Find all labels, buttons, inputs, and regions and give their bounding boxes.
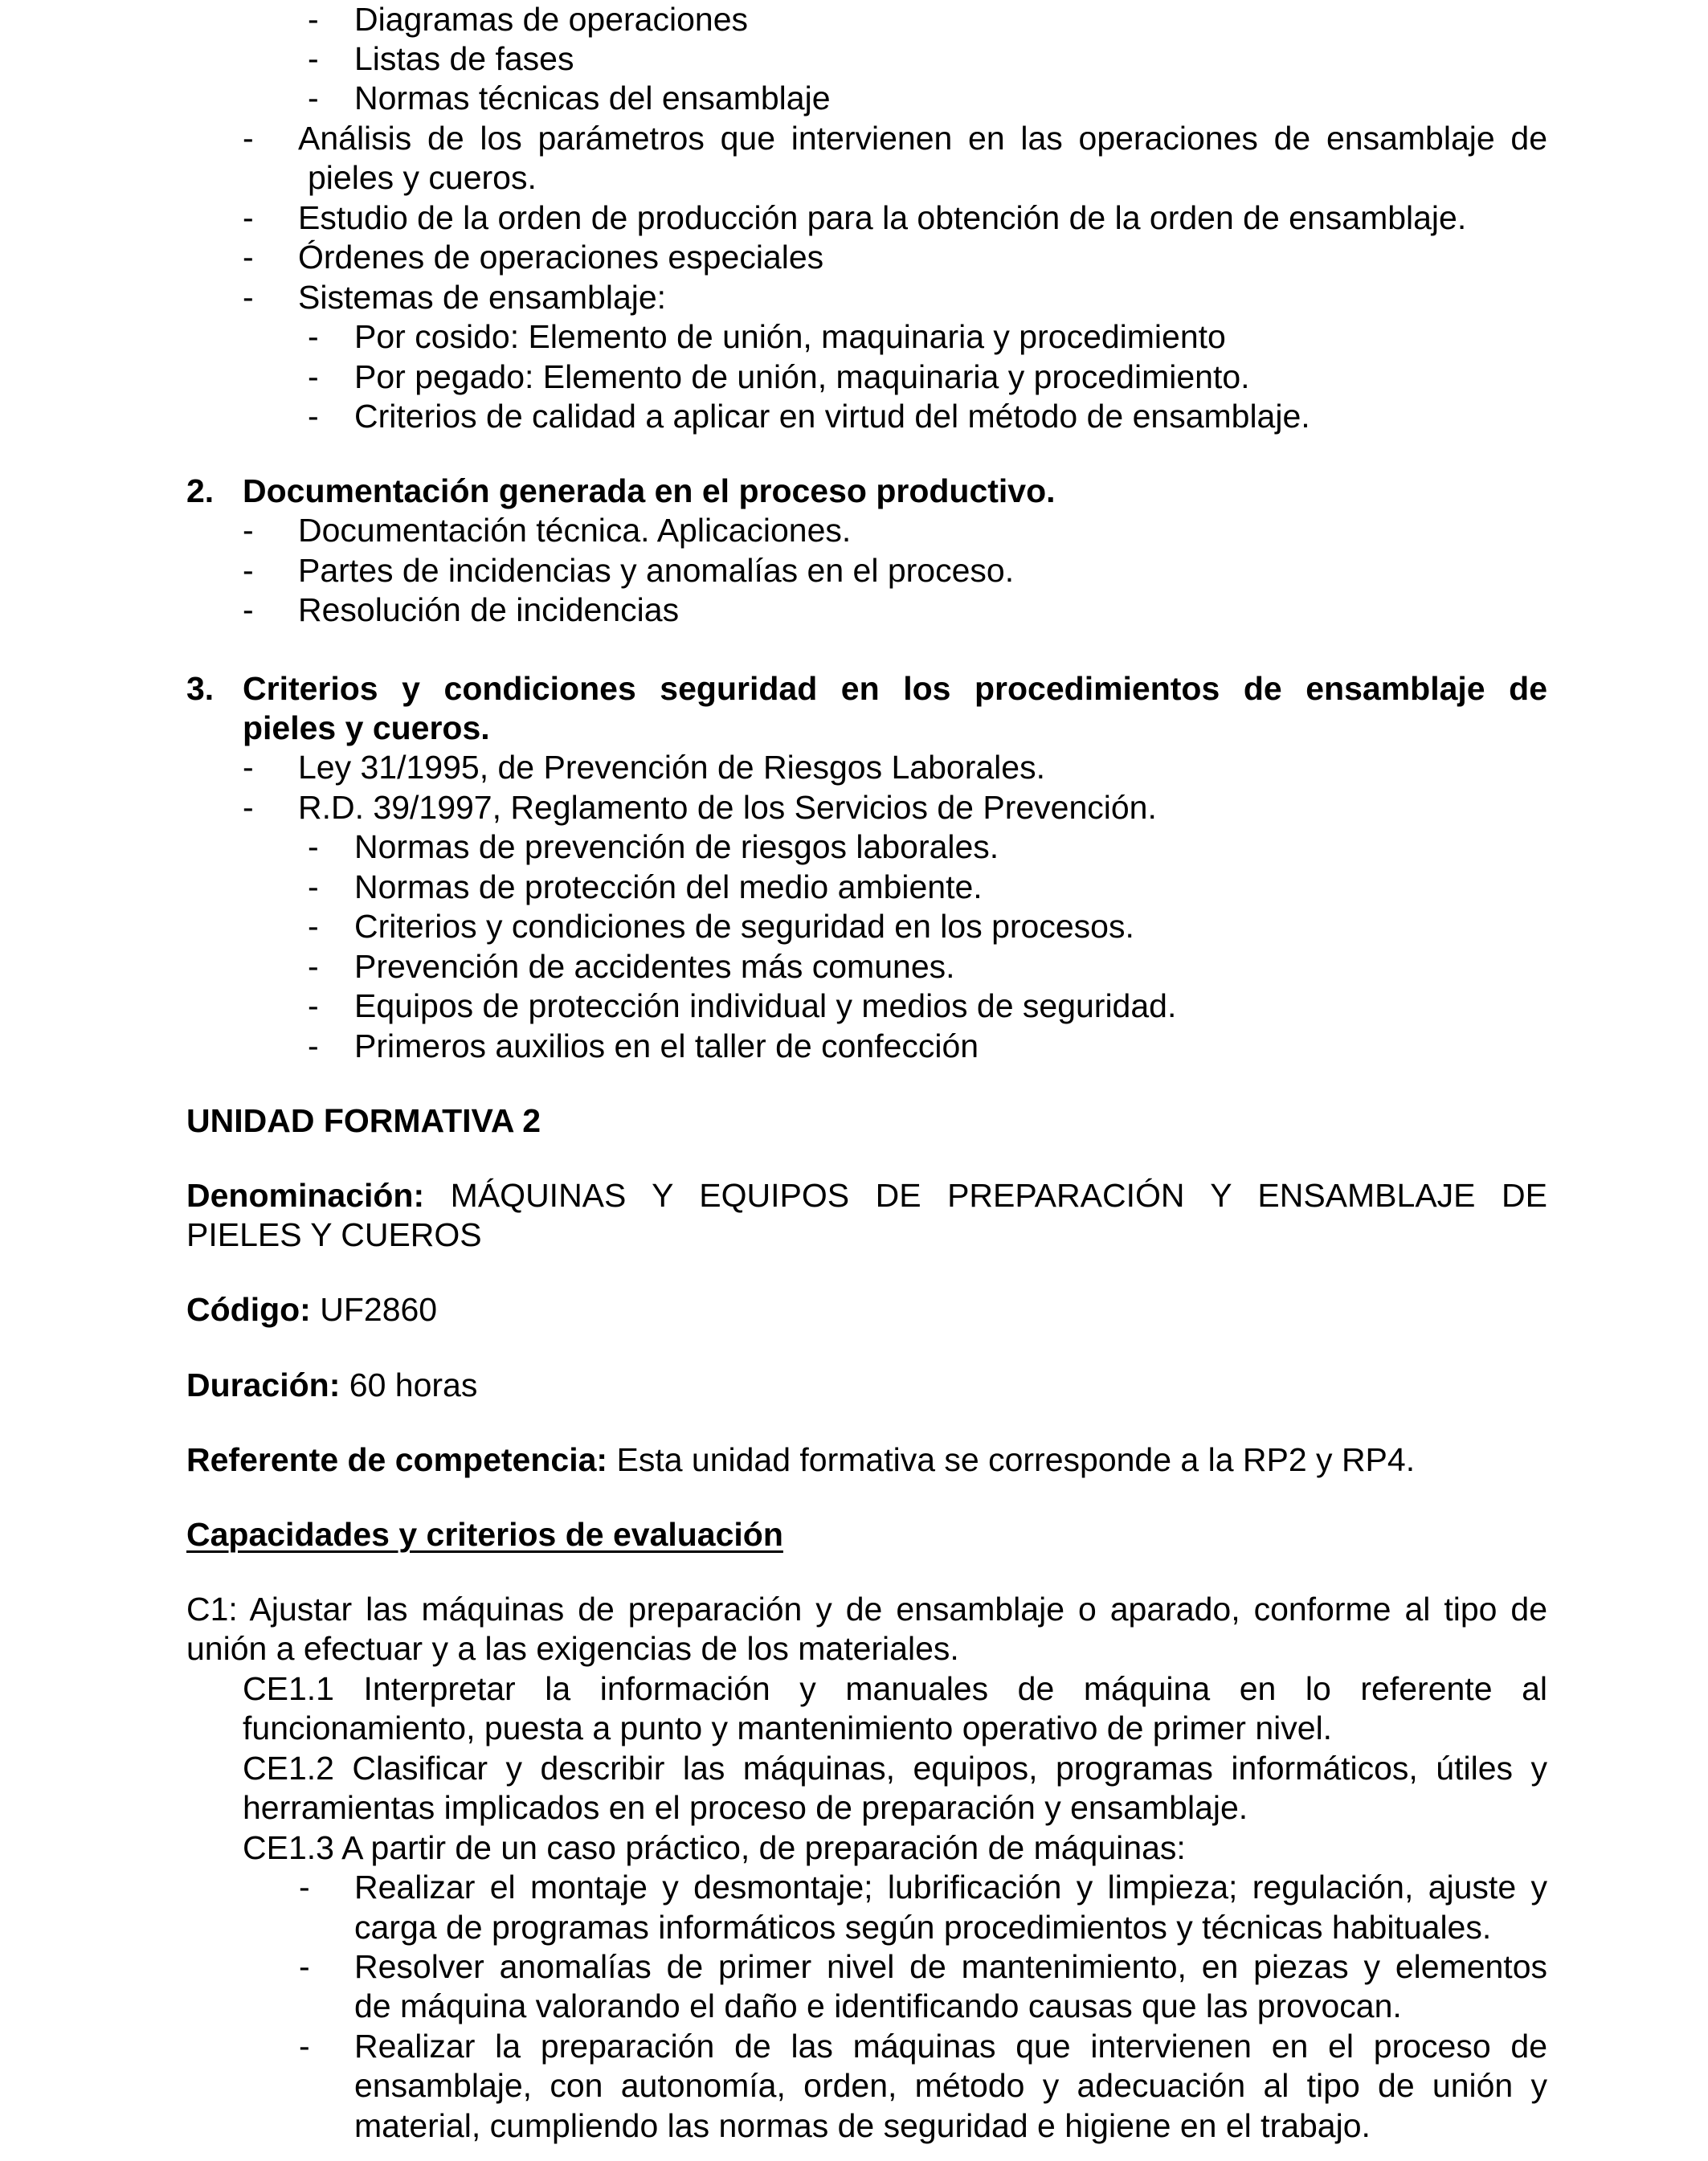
list-dash: - [243, 789, 254, 826]
list-dash: - [308, 828, 319, 865]
duracion-value: 60 horas [349, 1366, 478, 1403]
codigo-label: Código: [186, 1291, 311, 1328]
list-item: Normas técnicas del ensamblaje [354, 80, 831, 116]
list-dash: - [308, 908, 319, 945]
list-item: Órdenes de operaciones especiales [298, 239, 824, 276]
unit-heading: UNIDAD FORMATIVA 2 [186, 1102, 541, 1139]
codigo-value: UF2860 [320, 1291, 438, 1328]
list-dash: - [308, 1, 319, 38]
list-dash: - [308, 948, 319, 985]
denominacion-line [186, 1176, 1547, 1216]
list-item: Equipos de protección individual y medios de seguridad. [354, 987, 1177, 1024]
ce13-text: CE1.3 A partir de un caso práctico, de preparación de máquinas: [243, 1829, 1186, 1866]
duracion-line [186, 1366, 477, 1406]
list-dash: - [243, 239, 254, 276]
c1-text: C1: Ajustar las máquinas de preparación y de ensamblaje o aparado, conforme al tipo de [186, 1591, 1547, 1628]
list-item: Estudio de la orden de producción para la obtención de la orden de ensamblaje. [298, 199, 1467, 236]
list-dash: - [243, 591, 254, 628]
list-item: Criterios y condiciones de seguridad en los procesos. [354, 908, 1134, 945]
list-dash: - [299, 1948, 310, 1985]
ce12-text-continuation: herramientas implicados en el proceso de preparación y ensamblaje. [243, 1789, 1248, 1826]
ce11-text: CE1.1 Interpretar la información y manuales de máquina en lo referente al [243, 1670, 1547, 1707]
list-item-continuation: carga de programas informáticos según procedimientos y técnicas habituales. [354, 1909, 1492, 1946]
list-item: Partes de incidencias y anomalías en el proceso. [298, 552, 1015, 589]
capacidades-heading: Capacidades y criterios de evaluación [186, 1516, 783, 1553]
list-item-continuation: pieles y cueros. [308, 159, 537, 196]
denominacion-label: Denominación: [186, 1177, 425, 1214]
list-dash: - [243, 279, 254, 316]
duracion-label: Duración: [186, 1366, 341, 1403]
list-item-continuation: material, cumpliendo las normas de seguridad e higiene en el trabajo. [354, 2107, 1371, 2144]
list-dash: - [308, 358, 319, 395]
list-item: Normas de prevención de riesgos laborales. [354, 828, 999, 865]
list-item: Prevención de accidentes más comunes. [354, 948, 955, 985]
referente-line [186, 1440, 1415, 1481]
list-dash: - [308, 318, 319, 355]
list-item: Diagramas de operaciones [354, 1, 748, 38]
section-number: 2. [186, 472, 215, 509]
referente-label: Referente de competencia: [186, 1441, 608, 1478]
list-dash: - [308, 1027, 319, 1064]
ce11-text-continuation: funcionamiento, puesta a punto y mantenimiento operativo de primer nivel. [243, 1710, 1333, 1746]
list-item: Resolución de incidencias [298, 591, 680, 628]
section-title: Documentación generada en el proceso productivo. [243, 472, 1056, 509]
list-item: Ley 31/1995, de Prevención de Riesgos Laborales. [298, 749, 1045, 786]
section-title: Criterios y condiciones seguridad en los procedimientos de ensamblaje de [243, 670, 1547, 707]
list-dash: - [308, 80, 319, 116]
codigo-line [186, 1290, 437, 1330]
denominacion-value-continuation: PIELES Y CUEROS [186, 1216, 482, 1253]
denominacion-value: MÁQUINAS Y EQUIPOS DE PREPARACIÓN Y ENSAMBLAJE DE [450, 1177, 1547, 1214]
section-title-continuation: pieles y cueros. [243, 709, 490, 746]
list-item: Listas de fases [354, 40, 574, 77]
list-item: Por pegado: Elemento de unión, maquinaria y procedimiento. [354, 358, 1250, 395]
list-dash: - [243, 749, 254, 786]
list-dash: - [243, 552, 254, 589]
list-item: Documentación técnica. Aplicaciones. [298, 512, 852, 549]
ce12-text: CE1.2 Clasificar y describir las máquinas, equipos, programas informáticos, útiles y [243, 1750, 1547, 1787]
list-item: Criterios de calidad a aplicar en virtud del método de ensamblaje. [354, 398, 1310, 435]
list-dash: - [299, 2028, 310, 2065]
list-item: Realizar la preparación de las máquinas que intervienen en el proceso de [354, 2028, 1547, 2065]
list-item: Resolver anomalías de primer nivel de mantenimiento, en piezas y elementos [354, 1948, 1547, 1985]
list-dash: - [308, 398, 319, 435]
list-item-continuation: de máquina valorando el daño e identificando causas que las provocan. [354, 1987, 1402, 2024]
referente-value: Esta unidad formativa se corresponde a la RP2 y RP4. [616, 1441, 1416, 1478]
list-dash: - [308, 868, 319, 905]
c1-text-continuation: unión a efectuar y a las exigencias de los materiales. [186, 1630, 959, 1667]
list-item: Sistemas de ensamblaje: [298, 279, 667, 316]
list-dash: - [243, 512, 254, 549]
list-item: Análisis de los parámetros que intervienen en las operaciones de ensamblaje de [298, 120, 1547, 157]
section-number: 3. [186, 670, 215, 707]
list-item: Normas de protección del medio ambiente. [354, 868, 983, 905]
list-dash: - [243, 199, 254, 236]
list-item-continuation: ensamblaje, con autonomía, orden, método y adecuación al tipo de unión y [354, 2067, 1547, 2104]
list-dash: - [308, 40, 319, 77]
list-dash: - [299, 1869, 310, 1906]
list-dash: - [308, 987, 319, 1024]
list-item: Primeros auxilios en el taller de confección [354, 1027, 979, 1064]
list-item: Por cosido: Elemento de unión, maquinaria y procedimiento [354, 318, 1226, 355]
list-item: Realizar el montaje y desmontaje; lubrificación y limpieza; regulación, ajuste y [354, 1869, 1547, 1906]
list-dash: - [243, 120, 254, 157]
list-item: R.D. 39/1997, Reglamento de los Servicios de Prevención. [298, 789, 1157, 826]
